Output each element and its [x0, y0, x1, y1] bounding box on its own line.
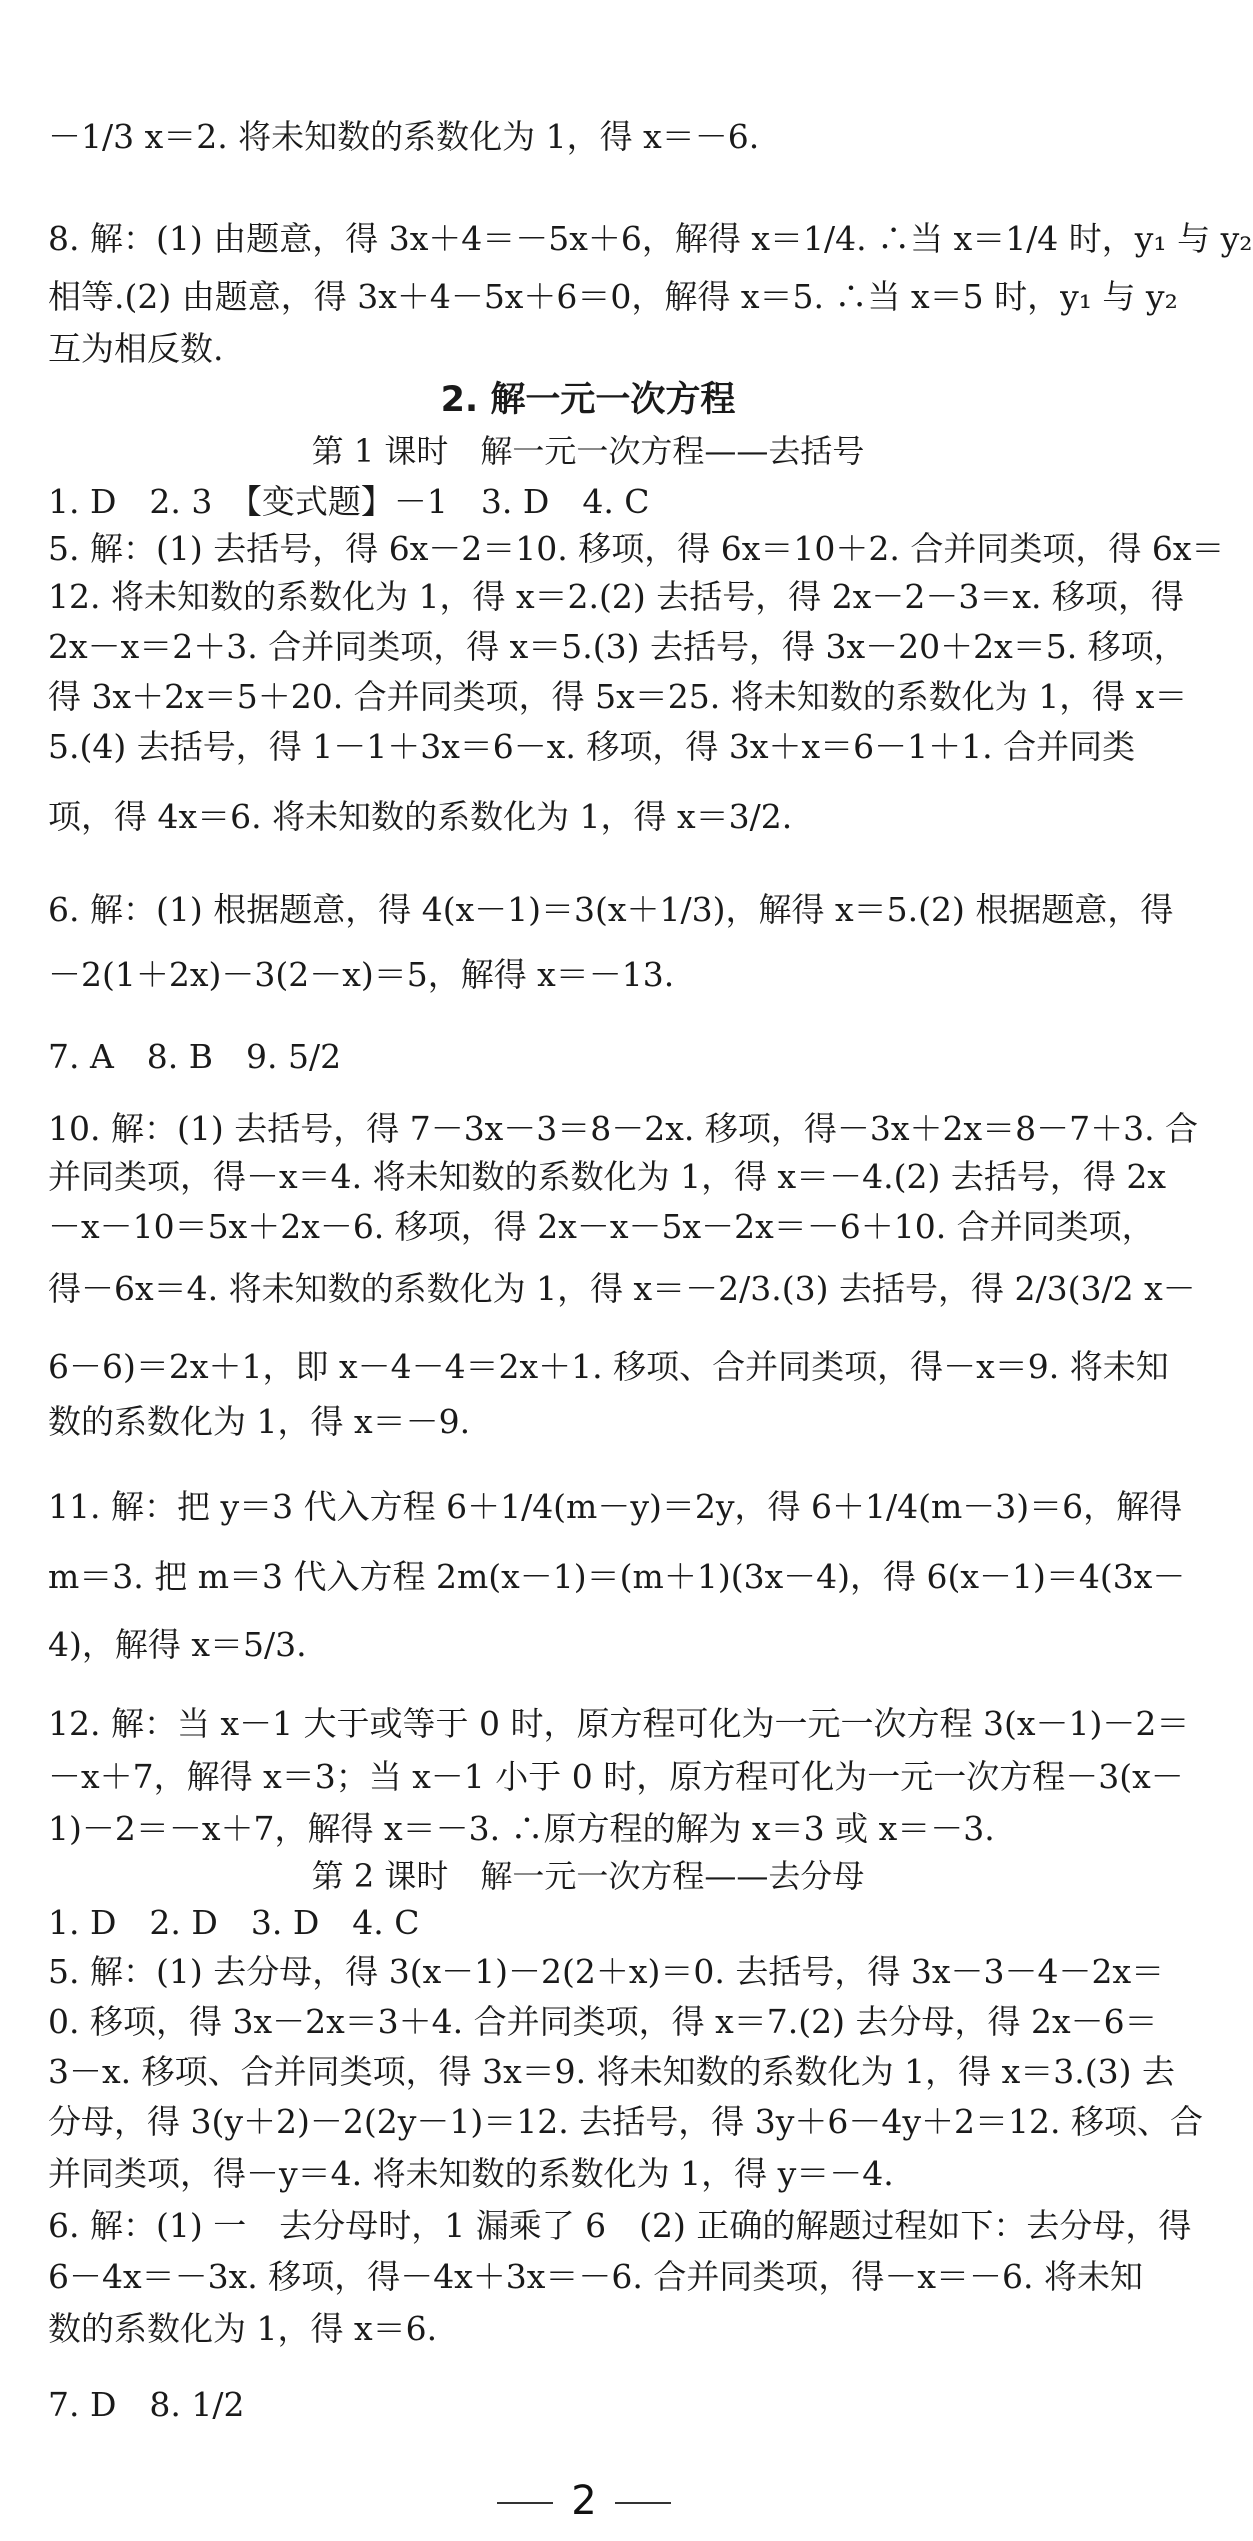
text-line: 6－6)＝2x＋1，即 x－4－4＝2x＋1. 移项、合并同类项，得－x＝9. 将未知 [48, 1347, 1169, 1386]
text-line: 项，得 4x＝6. 将未知数的系数化为 1，得 x＝3/2. [48, 797, 793, 836]
text-line: －1/3 x＝2. 将未知数的系数化为 1，得 x＝－6. [48, 117, 760, 156]
text-line: 6. 解：(1) 根据题意，得 4(x－1)＝3(x＋1/3)，解得 x＝5.(2) 根据题意，得 [48, 890, 1174, 929]
text-line: 得－6x＝4. 将未知数的系数化为 1，得 x＝－2/3.(3) 去括号，得 2/3(3/2 x－ [48, 1269, 1196, 1308]
text-line: 5. 解：(1) 去分母，得 3(x－1)－2(2＋x)＝0. 去括号，得 3x－3－4－2x＝ [48, 1952, 1165, 1991]
text-line: －x＋7，解得 x＝3；当 x－1 小于 0 时，原方程可化为一元一次方程－3(x－ [48, 1757, 1184, 1796]
text-line: 10. 解：(1) 去括号，得 7－3x－3＝8－2x. 移项，得－3x＋2x＝8－7＋3. 合 [48, 1109, 1199, 1148]
text-line: 互为相反数. [48, 329, 224, 368]
text-line: 3－x. 移项、合并同类项，得 3x＝9. 将未知数的系数化为 1，得 x＝3.(3) 去 [48, 2052, 1175, 2091]
text-line: 并同类项，得－x＝4. 将未知数的系数化为 1，得 x＝－4.(2) 去括号，得 2x [48, 1157, 1166, 1196]
text-line: 5. 解：(1) 去括号，得 6x－2＝10. 移项，得 6x＝10＋2. 合并同类项，得 6x＝ [48, 529, 1225, 568]
page-number-dash-right [615, 2502, 671, 2504]
page-number-dash-left [497, 2502, 553, 2504]
text-line: 12. 将未知数的系数化为 1，得 x＝2.(2) 去括号，得 2x－2－3＝x. 移项，得 [48, 577, 1184, 616]
text-line: 12. 解：当 x－1 大于或等于 0 时，原方程可化为一元一次方程 3(x－1)－2＝ [48, 1704, 1190, 1743]
text-line: 5.(4) 去括号，得 1－1＋3x＝6－x. 移项，得 3x＋x＝6－1＋1. 合并同类 [48, 727, 1136, 766]
page-number [0, 2478, 1168, 2524]
text-line: 并同类项，得－y＝4. 将未知数的系数化为 1，得 y＝－4. [48, 2154, 894, 2193]
text-line: 1)－2＝－x＋7，解得 x＝－3. ∴原方程的解为 x＝3 或 x＝－3. [48, 1809, 995, 1848]
text-line: 4)，解得 x＝5/3. [48, 1625, 307, 1664]
text-line: 6－4x＝－3x. 移项，得－4x＋3x＝－6. 合并同类项，得－x＝－6. 将未知 [48, 2257, 1143, 2296]
text-line: 1. D 2. D 3. D 4. C [48, 1903, 420, 1942]
text-line: －x－10＝5x＋2x－6. 移项，得 2x－x－5x－2x＝－6＋10. 合并同类项， [48, 1207, 1155, 1246]
text-line: 数的系数化为 1，得 x＝－9. [48, 1402, 471, 1441]
text-line: 2x－x＝2＋3. 合并同类项，得 x＝5.(3) 去括号，得 3x－20＋2x＝5. 移项， [48, 627, 1187, 666]
text-line: －2(1＋2x)－3(2－x)＝5，解得 x＝－13. [48, 955, 675, 994]
text-line: 0. 移项，得 3x－2x＝3＋4. 合并同类项，得 x＝7.(2) 去分母，得 2x－6＝ [48, 2002, 1158, 2041]
text-line: 相等.(2) 由题意，得 3x＋4－5x＋6＝0，解得 x＝5. ∴当 x＝5 时，y₁ 与 y₂ [48, 277, 1178, 316]
page-number-value: 2 [571, 2478, 597, 2524]
section-title: 2. 解一元一次方程 [440, 380, 736, 420]
text-line: 得 3x＋2x＝5＋20. 合并同类项，得 5x＝25. 将未知数的系数化为 1，得 x＝ [48, 677, 1188, 716]
text-line: 8. 解：(1) 由题意，得 3x＋4＝－5x＋6，解得 x＝1/4. ∴当 x＝1/4 时，y₁ 与 y₂ [48, 219, 1253, 258]
lesson-heading: 第 1 课时 解一元一次方程——去括号 [311, 432, 865, 470]
text-line: 1. D 2. 3 【变式题】－1 3. D 4. C [48, 482, 650, 521]
text-line: 分母，得 3(y＋2)－2(2y－1)＝12. 去括号，得 3y＋6－4y＋2＝12. 移项、合 [48, 2102, 1203, 2141]
text-line: 11. 解：把 y＝3 代入方程 6＋1/4(m－y)＝2y，得 6＋1/4(m－3)＝6，解得 [48, 1487, 1183, 1526]
text-line: 7. A 8. B 9. 5/2 [48, 1037, 342, 1076]
text-line: 6. 解：(1) 一 去分母时，1 漏乘了 6 (2) 正确的解题过程如下：去分母，得 [48, 2206, 1192, 2245]
text-line: m＝3. 把 m＝3 代入方程 2m(x－1)＝(m＋1)(3x－4)，得 6(x－1)＝4(3x－ [48, 1557, 1186, 1596]
text-line: 数的系数化为 1，得 x＝6. [48, 2309, 438, 2348]
text-line: 7. D 8. 1/2 [48, 2385, 245, 2424]
lesson-heading: 第 2 课时 解一元一次方程——去分母 [311, 1857, 865, 1895]
